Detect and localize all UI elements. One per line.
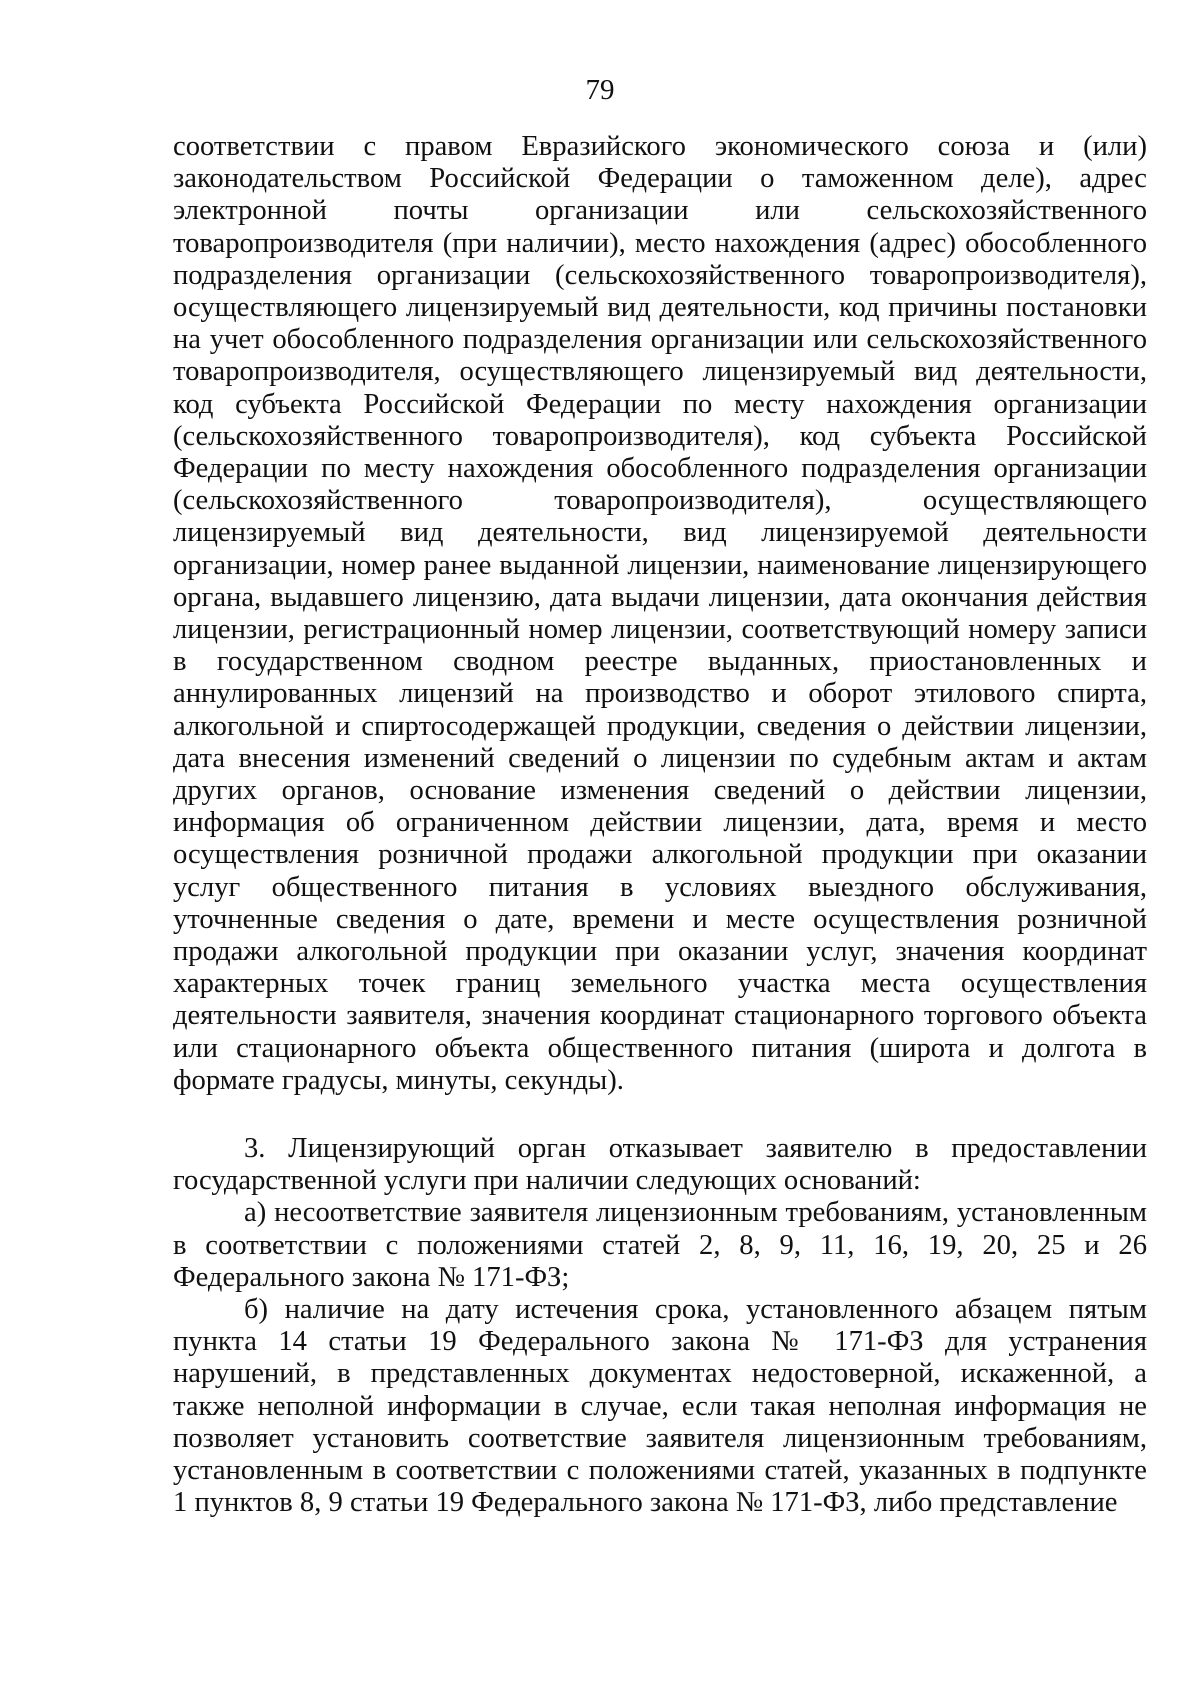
paragraph-section-3: 3. Лицензирующий орган отказывает заявителю в предоставлении государственной услуги при наличии следующих оснований:	[173, 1133, 1147, 1197]
paragraph-continued-list: соответствии с правом Евразийского экономического союза и (или) законодательством Российской Федерации о таможенном деле), адрес электронной почты организации или сельскохозяйственного товаропроизводителя (при наличии), место нахождения (адрес) обособленного подразделения организации (сельскохозяйственного товаропроизводителя), осуществляющего лицензируемый вид деятельности, код причины постановки на учет обособленного подразделения организации или сельскохозяйственного товаропроизводителя, осуществляющего лицензируемый вид деятельности, код субъекта Российской Федерации по месту нахождения организации (сельскохозяйственного товаропроизводителя), код субъекта Российской Федерации по месту нахождения обособленного подразделения организации (сельскохозяйственного товаропроизводителя), осуществляющего лицензируемый вид деятельности, вид лицензируемой деятельности организации, номер ранее выданной лицензии, наименование лицензирующего органа, выдавшего лицензию, дата выдачи лицензии, дата окончания действия лицензии, регистрационный номер лицензии, соответствующий номеру записи в государственном сводном реестре выданных, приостановленных и аннулированных лицензий на производство и оборот этилового спирта, алкогольной и спиртосодержащей продукции, сведения о действии лицензии, дата внесения изменений сведений о лицензии по судебным актам и актам других органов, основание изменения сведений о действии лицензии, информация об ограниченном действии лицензии, дата, время и место осуществления розничной продажи алкогольной продукции при оказании услуг общественного питания в условиях выездного обслуживания, уточненные сведения о дате, времени и месте осуществления розничной продажи алкогольной продукции при оказании услуг, значения координат характерных точек границ земельного участка места осуществления деятельности заявителя, значения координат стационарного торгового объекта или стационарного объекта общественного питания (широта и долгота в формате градусы, минуты, секунды).	[173, 131, 1147, 1096]
section-3-text-block	[173, 1133, 1147, 1519]
paragraph-item-a: а) несоответствие заявителя лицензионным требованиям, установленным в соответствии с положениями статей 2, 8, 9, 11, 16, 19, 20, 25 и 26 Федерального закона № 171-ФЗ;	[173, 1197, 1147, 1293]
page-number: 79	[585, 74, 615, 106]
continued-text-block	[173, 131, 1147, 1097]
paragraph-item-b: б) наличие на дату истечения срока, установленного абзацем пятым пункта 14 статьи 19 Федерального закона № 171-ФЗ для устранения нарушений, в представленных документах недостоверной, искаженной, а также неполной информации в случае, если такая неполная информация не позволяет установить соответствие заявителя лицензионным требованиям, установленным в соответствии с положениями статей, указанных в подпункте 1 пунктов 8, 9 статьи 19 Федерального закона № 171-ФЗ, либо представление	[173, 1294, 1147, 1519]
